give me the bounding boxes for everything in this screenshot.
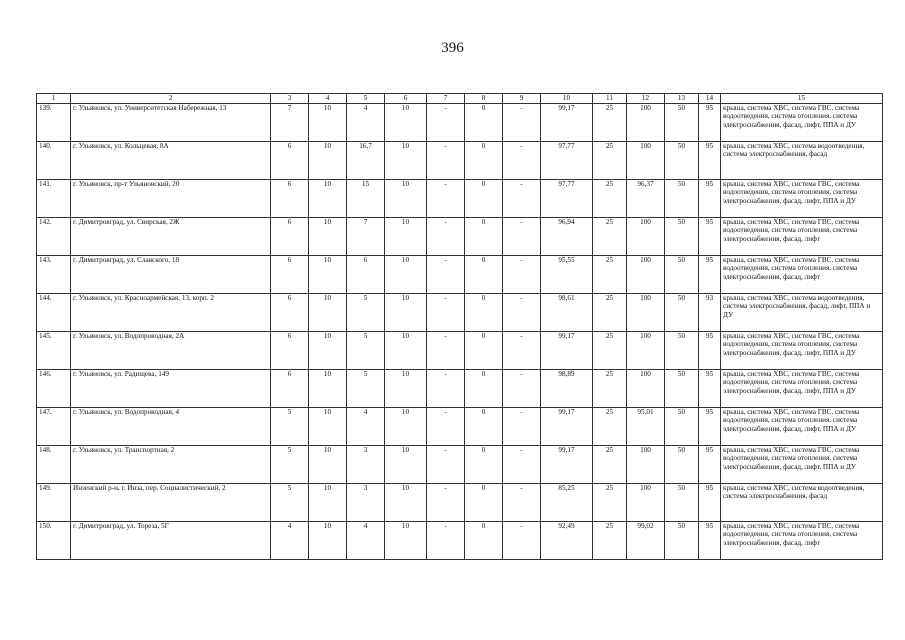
col3-cell: 4 <box>271 522 309 560</box>
col8-cell: 0 <box>465 370 503 408</box>
works-cell: крыша, система ХВС, система ГВС, система водоотведения, система отопления, система электроснабжения, фасад, лифт, ППА и ДУ <box>721 370 883 408</box>
table-row <box>37 180 883 218</box>
col8-cell: 0 <box>465 294 503 332</box>
col6-cell: 10 <box>385 218 427 256</box>
col8-cell: 0 <box>465 446 503 484</box>
works-cell: крыша, система ХВС, система ГВС, система водоотведения, система отопления, система электроснабжения, фасад, лифт, ППА и ДУ <box>721 104 883 142</box>
col13-cell: 50 <box>665 104 699 142</box>
col4-cell: 10 <box>309 218 347 256</box>
col10-cell: 97,77 <box>541 180 593 218</box>
table-row <box>37 370 883 408</box>
col12-cell: 95,01 <box>627 408 665 446</box>
col11-cell: 25 <box>593 408 627 446</box>
address-cell: г. Ульяновск, ул. Водопроводная, 2А <box>71 332 271 370</box>
col12-cell: 100 <box>627 446 665 484</box>
col6-cell: 10 <box>385 142 427 180</box>
col14-cell: 95 <box>699 104 721 142</box>
col5-cell: 6 <box>347 256 385 294</box>
col7-cell: - <box>427 180 465 218</box>
row-number: 149. <box>37 484 71 522</box>
address-cell: Инзенский р-н, г. Инза, пер. Социалистический, 2 <box>71 484 271 522</box>
col5-cell: 3 <box>347 446 385 484</box>
col14-cell: 93 <box>699 294 721 332</box>
col12-cell: 100 <box>627 332 665 370</box>
col10-cell: 99,17 <box>541 332 593 370</box>
col12-cell: 99,02 <box>627 522 665 560</box>
table-row <box>37 294 883 332</box>
col6-cell: 10 <box>385 484 427 522</box>
col10-cell: 99,17 <box>541 408 593 446</box>
works-cell: крыша, система ХВС, система ГВС, система водоотведения, система отопления, система электроснабжения, фасад, лифт, ППА и ДУ <box>721 180 883 218</box>
address-cell: г. Ульяновск, пр-т Ульяновский, 20 <box>71 180 271 218</box>
col3-cell: 6 <box>271 142 309 180</box>
row-number: 143. <box>37 256 71 294</box>
col9-cell: - <box>503 484 541 522</box>
col6-cell: 10 <box>385 370 427 408</box>
col7-cell: - <box>427 294 465 332</box>
row-number: 141. <box>37 180 71 218</box>
row-number: 146. <box>37 370 71 408</box>
col11-cell: 25 <box>593 218 627 256</box>
col7-cell: - <box>427 218 465 256</box>
col13-cell: 50 <box>665 180 699 218</box>
col11-cell: 25 <box>593 294 627 332</box>
col5-cell: 16,7 <box>347 142 385 180</box>
address-cell: г. Димитровград, ул. Тореза, 5Г <box>71 522 271 560</box>
col13-cell: 50 <box>665 522 699 560</box>
col13-cell: 50 <box>665 142 699 180</box>
col8-cell: 0 <box>465 104 503 142</box>
page-number: 396 <box>441 40 464 56</box>
col3-cell: 5 <box>271 408 309 446</box>
col4-cell: 10 <box>309 370 347 408</box>
col8-cell: 0 <box>465 218 503 256</box>
works-cell: крыша, система ХВС, система ГВС, система водоотведения, система отопления, система электроснабжения, фасад, лифт, ППА и ДУ <box>721 332 883 370</box>
column-number-header: 15 <box>721 94 883 104</box>
works-cell: крыша, система ХВС, система ГВС, система водоотведения, система отопления, система электроснабжения, фасад, лифт, ППА и ДУ <box>721 446 883 484</box>
col9-cell: - <box>503 446 541 484</box>
col8-cell: 0 <box>465 180 503 218</box>
col14-cell: 95 <box>699 408 721 446</box>
col7-cell: - <box>427 104 465 142</box>
address-cell: г. Димитровград, ул. Свирская, 2Ж <box>71 218 271 256</box>
works-cell: крыша, система ХВС, система водоотведения, система электроснабжения, фасад <box>721 142 883 180</box>
col9-cell: - <box>503 522 541 560</box>
col11-cell: 25 <box>593 446 627 484</box>
row-number: 139. <box>37 104 71 142</box>
column-number-header: 2 <box>71 94 271 104</box>
works-cell: крыша, система ХВС, система ГВС, система водоотведения, система отопления, система электроснабжения, фасад, лифт <box>721 256 883 294</box>
col3-cell: 6 <box>271 332 309 370</box>
col5-cell: 5 <box>347 370 385 408</box>
col8-cell: 0 <box>465 408 503 446</box>
col9-cell: - <box>503 218 541 256</box>
col7-cell: - <box>427 408 465 446</box>
col4-cell: 10 <box>309 408 347 446</box>
col11-cell: 25 <box>593 522 627 560</box>
col10-cell: 99,17 <box>541 446 593 484</box>
col5-cell: 3 <box>347 484 385 522</box>
col11-cell: 25 <box>593 142 627 180</box>
col11-cell: 25 <box>593 370 627 408</box>
col3-cell: 7 <box>271 104 309 142</box>
col5-cell: 15 <box>347 180 385 218</box>
col9-cell: - <box>503 256 541 294</box>
col13-cell: 50 <box>665 256 699 294</box>
address-cell: г. Димитровград, ул. Славского, 18 <box>71 256 271 294</box>
col9-cell: - <box>503 294 541 332</box>
column-number-header: 12 <box>627 94 665 104</box>
table-row <box>37 256 883 294</box>
table-row <box>37 218 883 256</box>
col6-cell: 10 <box>385 408 427 446</box>
col11-cell: 25 <box>593 332 627 370</box>
address-cell: г. Ульяновск, ул. Радищева, 149 <box>71 370 271 408</box>
col14-cell: 95 <box>699 370 721 408</box>
col6-cell: 10 <box>385 180 427 218</box>
column-number-header: 1 <box>37 94 71 104</box>
table-row <box>37 104 883 142</box>
col5-cell: 5 <box>347 332 385 370</box>
row-number: 148. <box>37 446 71 484</box>
table-row <box>37 332 883 370</box>
col7-cell: - <box>427 370 465 408</box>
col12-cell: 100 <box>627 484 665 522</box>
col4-cell: 10 <box>309 332 347 370</box>
col9-cell: - <box>503 408 541 446</box>
col14-cell: 95 <box>699 522 721 560</box>
col8-cell: 0 <box>465 484 503 522</box>
table-row <box>37 484 883 522</box>
col7-cell: - <box>427 332 465 370</box>
col14-cell: 95 <box>699 142 721 180</box>
col4-cell: 10 <box>309 446 347 484</box>
column-number-header: 3 <box>271 94 309 104</box>
col3-cell: 6 <box>271 294 309 332</box>
col8-cell: 0 <box>465 332 503 370</box>
col4-cell: 10 <box>309 294 347 332</box>
col7-cell: - <box>427 446 465 484</box>
row-number: 144. <box>37 294 71 332</box>
col12-cell: 100 <box>627 218 665 256</box>
works-cell: крыша, система ХВС, система водоотведения, система электроснабжения, фасад, лифт, ППА и ДУ <box>721 294 883 332</box>
col12-cell: 100 <box>627 370 665 408</box>
works-cell: крыша, система ХВС, система ГВС, система водоотведения, система отопления, система электроснабжения, фасад, лифт <box>721 522 883 560</box>
col3-cell: 6 <box>271 370 309 408</box>
col7-cell: - <box>427 522 465 560</box>
col6-cell: 10 <box>385 446 427 484</box>
col13-cell: 50 <box>665 294 699 332</box>
col13-cell: 50 <box>665 332 699 370</box>
row-number: 142. <box>37 218 71 256</box>
col4-cell: 10 <box>309 256 347 294</box>
row-number: 140. <box>37 142 71 180</box>
col3-cell: 5 <box>271 446 309 484</box>
col7-cell: - <box>427 256 465 294</box>
col14-cell: 95 <box>699 180 721 218</box>
col6-cell: 10 <box>385 104 427 142</box>
col8-cell: 0 <box>465 142 503 180</box>
col14-cell: 95 <box>699 218 721 256</box>
col3-cell: 5 <box>271 484 309 522</box>
col11-cell: 25 <box>593 484 627 522</box>
col11-cell: 25 <box>593 104 627 142</box>
col5-cell: 4 <box>347 104 385 142</box>
address-cell: г. Ульяновск, ул. Водопроводная, 4 <box>71 408 271 446</box>
col9-cell: - <box>503 332 541 370</box>
col12-cell: 100 <box>627 142 665 180</box>
col4-cell: 10 <box>309 484 347 522</box>
column-number-header: 13 <box>665 94 699 104</box>
col6-cell: 10 <box>385 332 427 370</box>
col10-cell: 98,89 <box>541 370 593 408</box>
header-row <box>37 94 883 104</box>
col10-cell: 99,17 <box>541 104 593 142</box>
column-number-header: 5 <box>347 94 385 104</box>
row-number: 145. <box>37 332 71 370</box>
col13-cell: 50 <box>665 484 699 522</box>
col5-cell: 4 <box>347 408 385 446</box>
column-number-header: 6 <box>385 94 427 104</box>
col6-cell: 10 <box>385 294 427 332</box>
table-row <box>37 408 883 446</box>
col13-cell: 50 <box>665 218 699 256</box>
column-number-header: 4 <box>309 94 347 104</box>
table-row <box>37 522 883 560</box>
col4-cell: 10 <box>309 522 347 560</box>
col6-cell: 10 <box>385 256 427 294</box>
col12-cell: 100 <box>627 294 665 332</box>
col13-cell: 50 <box>665 370 699 408</box>
col14-cell: 95 <box>699 446 721 484</box>
col3-cell: 6 <box>271 218 309 256</box>
col4-cell: 10 <box>309 104 347 142</box>
col5-cell: 7 <box>347 218 385 256</box>
col14-cell: 95 <box>699 484 721 522</box>
col3-cell: 6 <box>271 180 309 218</box>
column-number-header: 9 <box>503 94 541 104</box>
table-row <box>37 446 883 484</box>
register-table <box>36 93 883 560</box>
row-number: 147. <box>37 408 71 446</box>
col5-cell: 5 <box>347 294 385 332</box>
col12-cell: 100 <box>627 256 665 294</box>
col4-cell: 10 <box>309 142 347 180</box>
column-number-header: 14 <box>699 94 721 104</box>
col5-cell: 4 <box>347 522 385 560</box>
address-cell: г. Ульяновск, ул. Красноармейская, 13, корп. 2 <box>71 294 271 332</box>
col11-cell: 25 <box>593 180 627 218</box>
col4-cell: 10 <box>309 180 347 218</box>
works-cell: крыша, система ХВС, система ГВС, система водоотведения, система отопления, система электроснабжения, фасад, лифт <box>721 218 883 256</box>
col7-cell: - <box>427 484 465 522</box>
col9-cell: - <box>503 370 541 408</box>
address-cell: г. Ульяновск, ул. Транспортная, 2 <box>71 446 271 484</box>
col7-cell: - <box>427 142 465 180</box>
row-number: 150. <box>37 522 71 560</box>
col12-cell: 100 <box>627 104 665 142</box>
address-cell: г. Ульяновск, ул. Университетская Набережная, 13 <box>71 104 271 142</box>
table-row <box>37 142 883 180</box>
col10-cell: 96,94 <box>541 218 593 256</box>
col13-cell: 50 <box>665 446 699 484</box>
works-cell: крыша, система ХВС, система водоотведения, система электроснабжения, фасад <box>721 484 883 522</box>
col9-cell: - <box>503 104 541 142</box>
col11-cell: 25 <box>593 256 627 294</box>
col9-cell: - <box>503 180 541 218</box>
col10-cell: 98,61 <box>541 294 593 332</box>
col8-cell: 0 <box>465 256 503 294</box>
col9-cell: - <box>503 142 541 180</box>
col13-cell: 50 <box>665 408 699 446</box>
column-number-header: 10 <box>541 94 593 104</box>
col10-cell: 85,25 <box>541 484 593 522</box>
col14-cell: 95 <box>699 332 721 370</box>
works-cell: крыша, система ХВС, система ГВС, система водоотведения, система отопления, система электроснабжения, фасад, лифт, ППА и ДУ <box>721 408 883 446</box>
col14-cell: 95 <box>699 256 721 294</box>
column-number-header: 7 <box>427 94 465 104</box>
col10-cell: 92,49 <box>541 522 593 560</box>
column-number-header: 11 <box>593 94 627 104</box>
col8-cell: 0 <box>465 522 503 560</box>
col10-cell: 97,77 <box>541 142 593 180</box>
column-number-header: 8 <box>465 94 503 104</box>
address-cell: г. Ульяновск, ул. Кольцевая, 8А <box>71 142 271 180</box>
col3-cell: 6 <box>271 256 309 294</box>
col12-cell: 96,37 <box>627 180 665 218</box>
col10-cell: 95,55 <box>541 256 593 294</box>
col6-cell: 10 <box>385 522 427 560</box>
